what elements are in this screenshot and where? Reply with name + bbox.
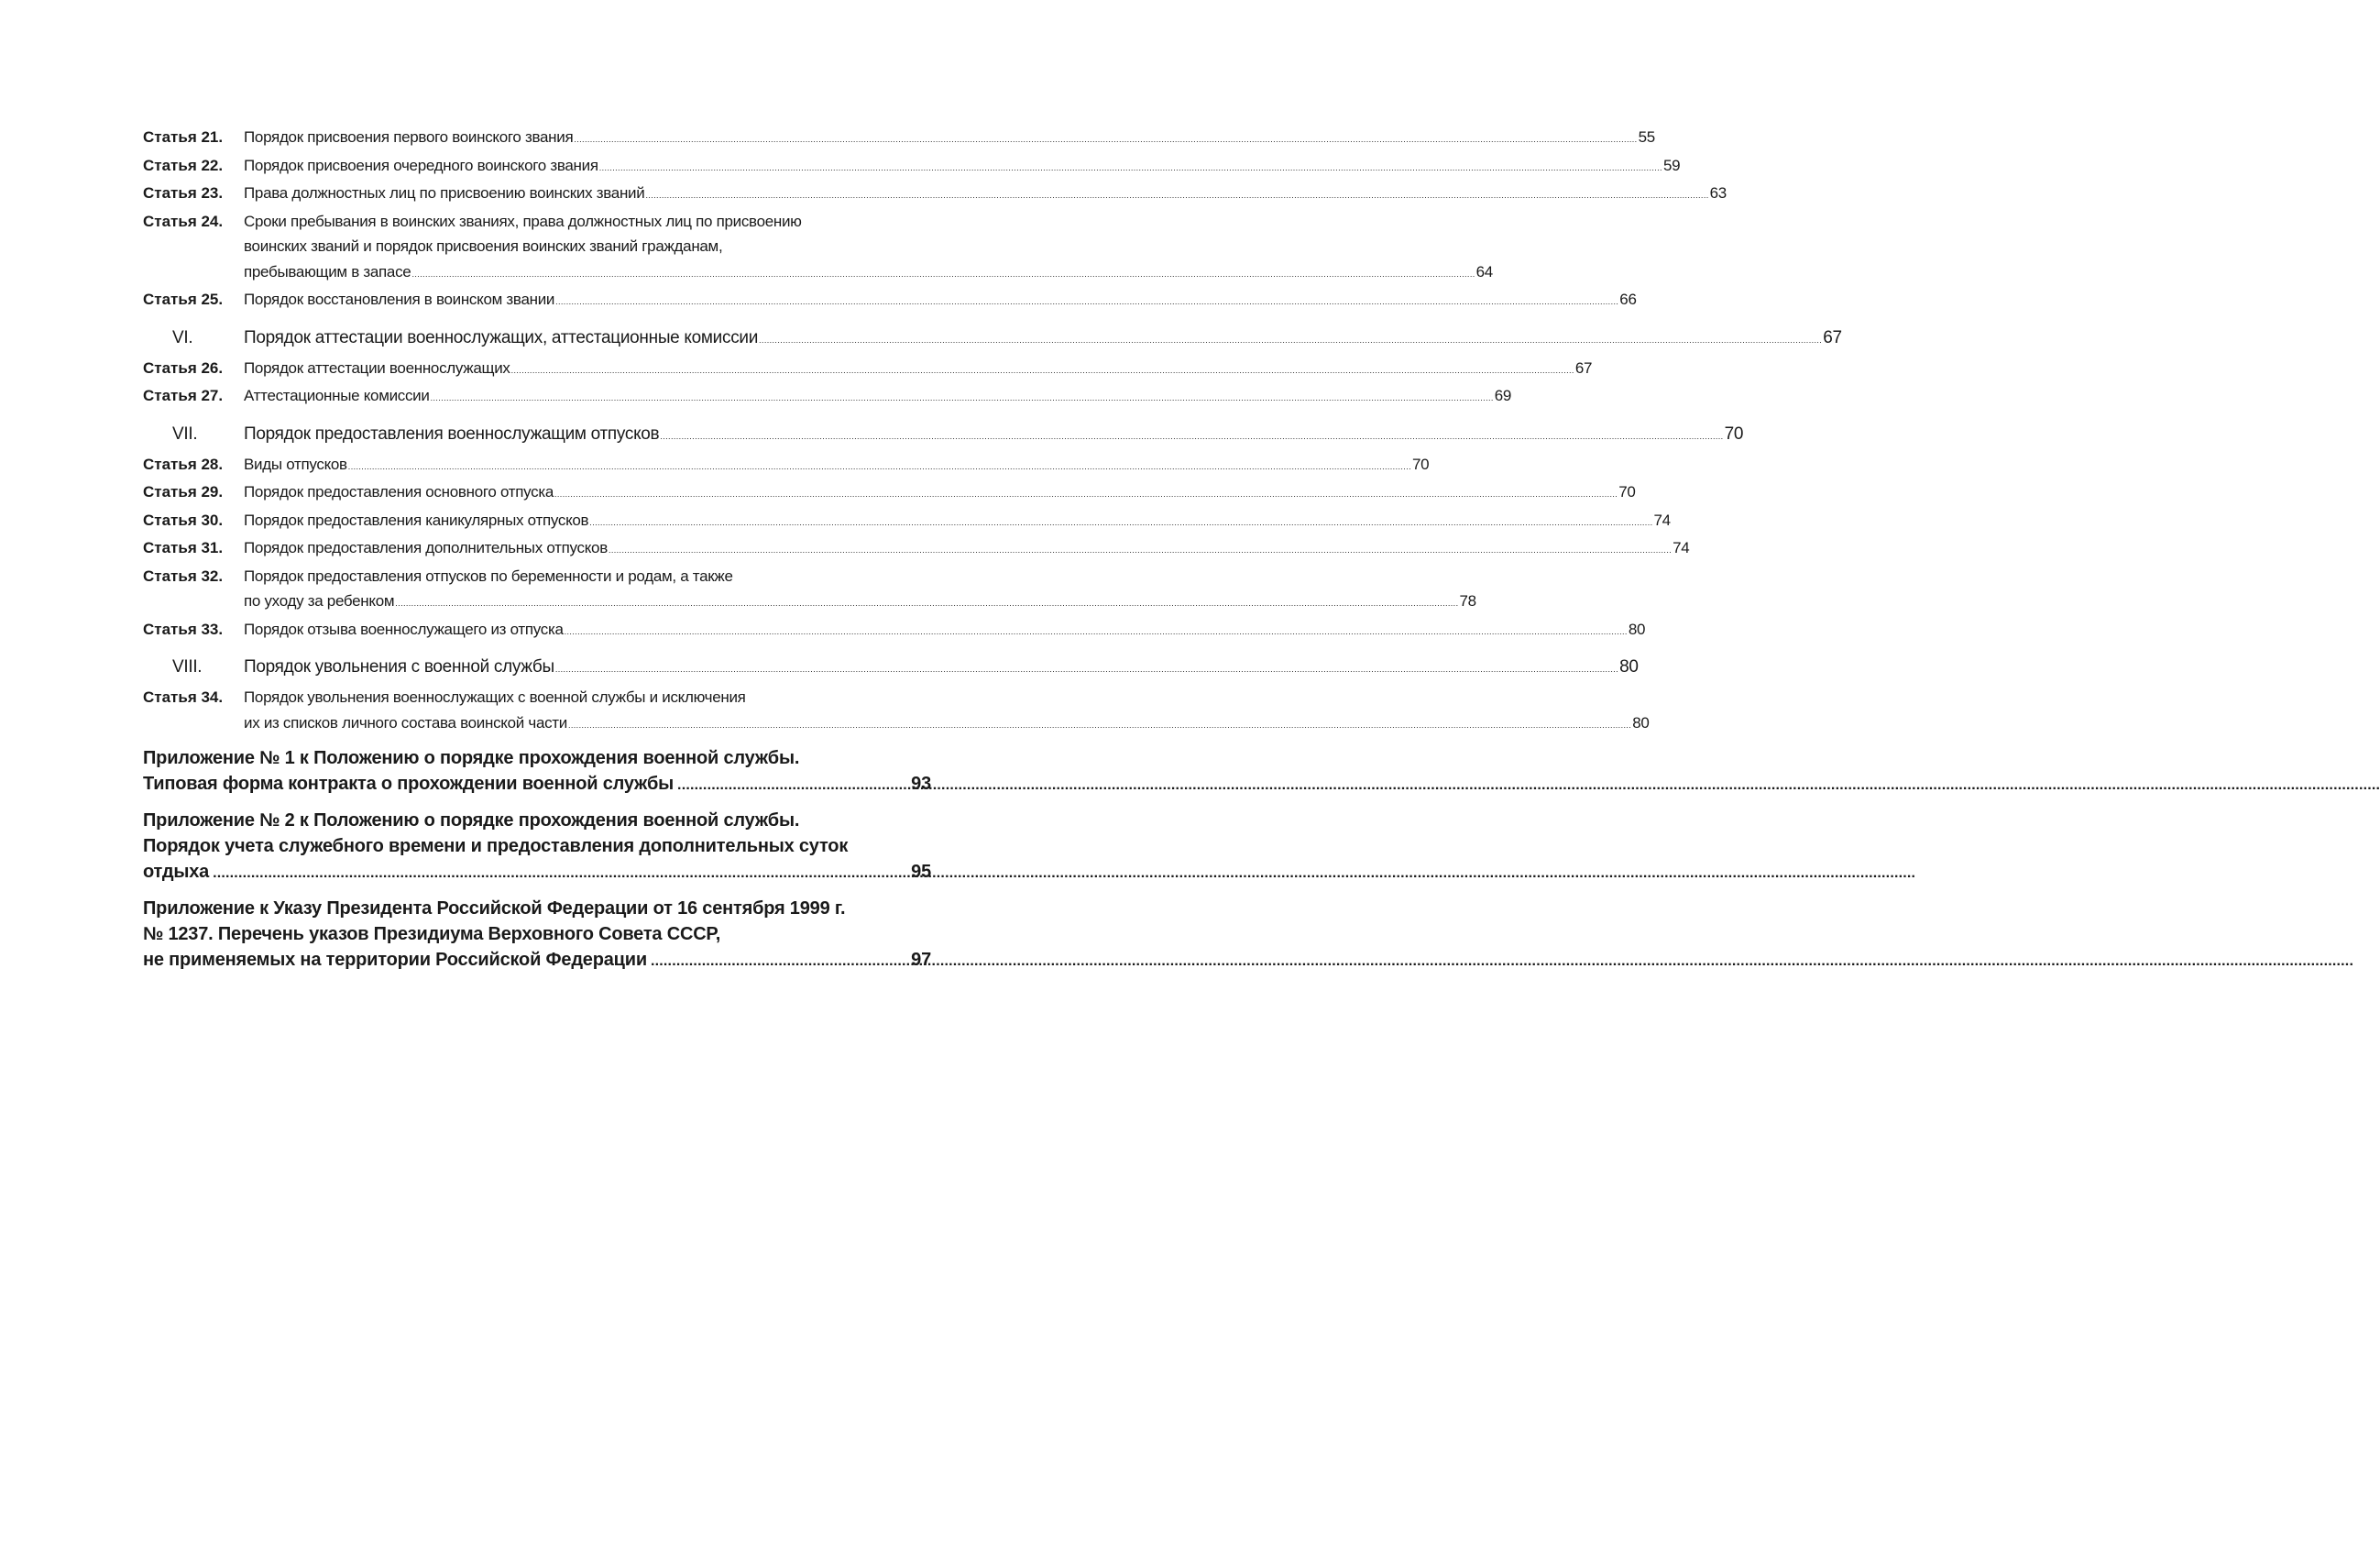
dot-leader	[348, 455, 1411, 480]
entry-title-line	[244, 508, 1671, 536]
entry-title	[244, 535, 1689, 564]
entry-title-text: Порядок увольнения с военной службы	[244, 657, 554, 677]
toc-entry-chapter[interactable]	[143, 325, 1842, 354]
entry-title-text: Порядок присвоения очередного воинского звания	[244, 156, 598, 174]
entry-title-line	[244, 356, 1592, 384]
entry-title-line: № 1237. Перечень указов Президиума Верховного Совета СССР,	[143, 924, 721, 944]
entry-title-line	[244, 383, 1511, 412]
article-number: Статья 24.	[143, 212, 224, 230]
entry-title-line	[244, 654, 1639, 683]
entry-title	[244, 654, 1639, 683]
toc-entry-sub[interactable]	[143, 356, 1593, 384]
dot-leader	[677, 773, 908, 798]
entry-title-line	[244, 259, 1493, 288]
article-number: Статья 33.	[143, 620, 224, 638]
toc-entry-sub[interactable]	[143, 153, 1681, 182]
table-of-contents	[143, 125, 1842, 984]
entry-title-text: отдыха	[143, 862, 210, 882]
page-number: 67	[1823, 327, 1842, 347]
toc-entry-sub[interactable]	[143, 508, 1671, 536]
toc-entry-sub[interactable]	[143, 181, 1727, 209]
page-number: 80	[1632, 713, 1650, 732]
entry-title-line	[244, 125, 1655, 153]
entry-title-line: Сроки пребывания в воинских званиях, права должностных лиц по присвоению	[244, 212, 802, 230]
article-number: Статья 32.	[143, 567, 224, 585]
entry-title-line	[244, 181, 1727, 209]
page-number: 95	[911, 862, 931, 882]
entry-title-text: Аттестационные комиссии	[244, 387, 430, 404]
entry-title-line	[244, 287, 1637, 315]
dot-leader	[574, 127, 1637, 153]
entry-title	[244, 153, 1680, 182]
article-number: Статья 22.	[143, 156, 224, 174]
toc-entry-appendix[interactable]	[143, 745, 931, 798]
dot-leader	[759, 326, 1822, 354]
page-number: 93	[911, 774, 931, 794]
page-number: 74	[1673, 539, 1690, 556]
entry-title-text: Типовая форма контракта о прохождении военной службы	[143, 774, 675, 794]
article-number: Статья 31.	[143, 539, 224, 556]
article-number: Статья 26.	[143, 358, 224, 377]
chapter-number: VIII.	[172, 657, 203, 677]
toc-entry-sub[interactable]	[143, 125, 1655, 153]
chapter-number: VII.	[172, 424, 198, 444]
entry-title-line: Порядок учета служебного времени и предоставления дополнительных суток	[143, 836, 849, 856]
entry-title-line: Приложение к Указу Президента Российской Федерации от 16 сентября 1999 г.	[143, 898, 846, 919]
toc-entry-sub[interactable]	[143, 383, 1512, 412]
dot-leader	[411, 262, 1475, 288]
page-number: 74	[1653, 511, 1671, 529]
dot-leader	[555, 655, 1618, 683]
entry-title-text: по уходу за ребенком	[244, 592, 395, 610]
entry-title	[244, 617, 1645, 645]
toc-entry-sub[interactable]	[143, 685, 1650, 738]
entry-title	[244, 356, 1592, 384]
entry-title-line: воинских званий и порядок присвоения воинских званий гражданам,	[244, 237, 723, 255]
page-number: 63	[1709, 184, 1727, 202]
entry-title-line	[244, 710, 1650, 739]
page-number: 64	[1475, 262, 1493, 281]
page-number: 55	[1638, 128, 1655, 146]
entry-title	[244, 508, 1671, 536]
entry-title-line: Порядок предоставления отпусков по беременности и родам, а также	[244, 567, 733, 585]
entry-title-text: Порядок отзыва военнослужащего из отпуска	[244, 620, 564, 638]
entry-title	[244, 421, 1743, 450]
entry-title	[244, 325, 1842, 354]
chapter-number: VI.	[172, 327, 193, 347]
page-number: 70	[1618, 483, 1636, 501]
dot-leader	[555, 290, 1618, 315]
entry-title-line: Приложение № 1 к Положению о порядке прохождения военной службы.	[143, 748, 800, 768]
entry-title	[244, 685, 1650, 738]
dot-leader	[660, 423, 1723, 450]
dot-leader	[395, 591, 1458, 617]
dot-leader	[511, 358, 1574, 384]
dot-leader	[431, 386, 1494, 412]
toc-entry-sub[interactable]	[143, 452, 1430, 480]
toc-entry-sub[interactable]	[143, 564, 1476, 617]
page-number: 66	[1619, 291, 1637, 308]
entry-title	[244, 452, 1429, 480]
entry-title-line	[143, 771, 931, 798]
page-number: 78	[1459, 592, 1476, 610]
toc-entry-appendix[interactable]	[143, 808, 931, 886]
entry-title-line	[244, 617, 1645, 645]
entry-title-line: Порядок увольнения военнослужащих с военной службы и исключения	[244, 688, 746, 706]
entry-title-text: Порядок предоставления дополнительных отпусков	[244, 539, 608, 556]
entry-title-line	[244, 421, 1743, 450]
article-number: Статья 27.	[143, 387, 224, 404]
entry-title	[244, 125, 1655, 153]
entry-title-text: Порядок присвоения первого воинского звания	[244, 128, 574, 146]
page-number: 59	[1662, 156, 1681, 174]
entry-title-text: Порядок предоставления каникулярных отпусков	[244, 511, 589, 529]
article-number: Статья 34.	[143, 688, 224, 706]
article-number: Статья 23.	[143, 184, 224, 202]
entry-title-text: Порядок предоставления военнослужащим отпусков	[244, 424, 660, 444]
entry-title	[244, 209, 1493, 288]
dot-leader	[568, 713, 1631, 739]
entry-title-text: Порядок аттестации военнослужащих	[244, 358, 510, 377]
page-number: 69	[1494, 387, 1512, 404]
page-number: 67	[1574, 358, 1593, 377]
dot-leader	[565, 620, 1628, 645]
entry-title-line	[244, 535, 1689, 564]
page-number: 70	[1412, 455, 1430, 473]
toc-entry-chapter[interactable]	[143, 654, 1639, 683]
article-number: Статья 21.	[143, 128, 224, 146]
entry-title-line	[244, 452, 1429, 480]
entry-title	[244, 287, 1637, 315]
entry-title	[244, 383, 1511, 412]
toc-entry-sub[interactable]	[143, 287, 1637, 315]
entry-title	[244, 181, 1727, 209]
entry-title-text: Порядок предоставления основного отпуска	[244, 483, 554, 501]
dot-leader	[609, 538, 1672, 564]
dot-leader	[599, 156, 1662, 182]
page-number: 80	[1619, 657, 1639, 677]
toc-entry-chapter[interactable]	[143, 421, 1744, 450]
page-number: 80	[1628, 620, 1646, 638]
entry-title-line	[244, 479, 1636, 508]
toc-entry-sub[interactable]	[143, 617, 1646, 645]
toc-entry-sub[interactable]	[143, 479, 1636, 508]
article-number: Статья 25.	[143, 291, 224, 308]
toc-entry-appendix[interactable]	[143, 896, 931, 974]
dot-leader	[554, 482, 1618, 508]
entry-title	[244, 479, 1636, 508]
entry-title-line: Приложение № 2 к Положению о порядке прохождения военной службы.	[143, 810, 800, 831]
entry-title	[244, 564, 1476, 617]
entry-title-text: Права должностных лиц по присвоению воинских званий	[244, 184, 645, 202]
article-number: Статья 29.	[143, 483, 224, 501]
dot-leader	[213, 861, 908, 886]
entry-title-text: Порядок восстановления в воинском звании	[244, 291, 555, 308]
entry-title-line	[244, 153, 1680, 182]
article-number: Статья 28.	[143, 455, 224, 473]
entry-title-line	[244, 589, 1476, 617]
toc-entry-sub[interactable]	[143, 535, 1690, 564]
entry-title-text: их из списков личного состава воинской части	[244, 713, 567, 732]
entry-title-text: Порядок аттестации военнослужащих, аттестационные комиссии	[244, 327, 759, 347]
entry-title-text: не применяемых на территории Российской Федерации	[143, 950, 647, 970]
entry-title-text: пребывающим в запасе	[244, 262, 411, 281]
entry-title-text: Виды отпусков	[244, 455, 347, 473]
entry-title-line	[244, 325, 1842, 354]
entry-title-line	[143, 859, 931, 886]
page-number: 97	[911, 950, 931, 970]
dot-leader	[651, 949, 908, 974]
dot-leader	[645, 183, 1708, 209]
article-number: Статья 30.	[143, 511, 224, 529]
dot-leader	[589, 511, 1652, 536]
page-number: 70	[1724, 424, 1744, 444]
toc-entry-sub[interactable]	[143, 209, 1493, 288]
entry-title-line	[143, 947, 931, 974]
